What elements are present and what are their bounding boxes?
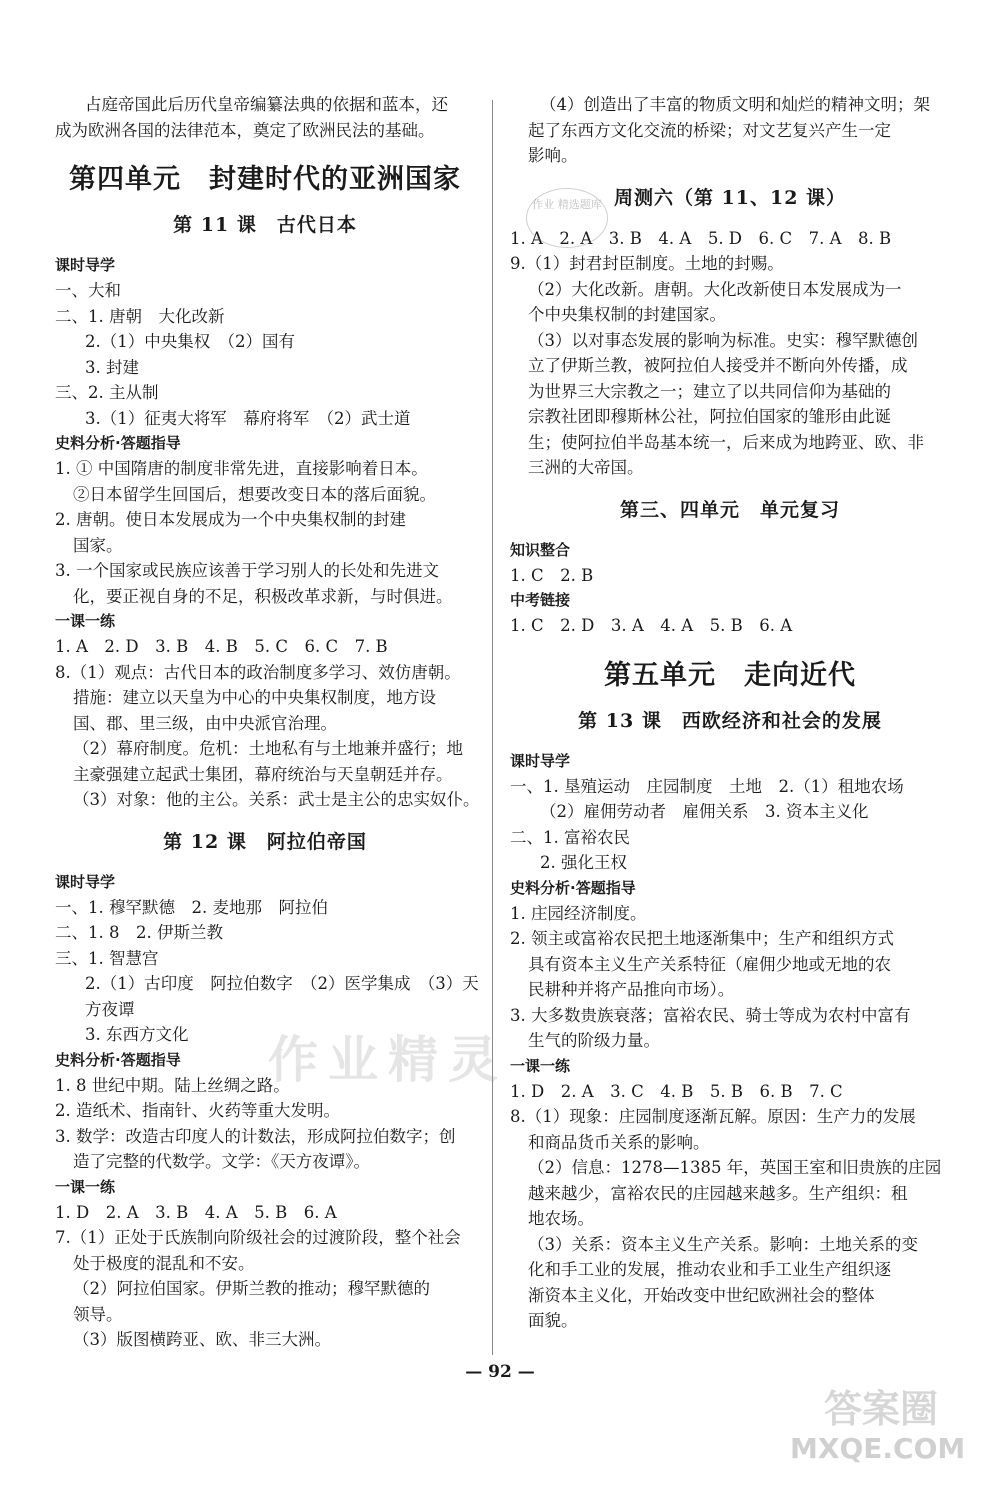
- answer-line: 3. 数学：改造古印度人的计数法，形成阿拉伯数字；创: [55, 1126, 456, 1146]
- answer-line: 国、郡、里三级，由中央派官治理。: [73, 713, 337, 733]
- answer-line: 1. A 2. A 3. B 4. A 5. D 6. C 7. A 8. B: [510, 228, 892, 248]
- answer-line: 地农场。: [528, 1209, 594, 1228]
- answer-line: 越来越少，富裕农民的庄园越来越多。生产组织：租: [528, 1183, 908, 1203]
- answer-line: 生；使阿拉伯半岛基本统一，后来成为地跨亚、欧、非: [528, 432, 924, 452]
- answer-line: 三、2. 主从制: [55, 383, 159, 402]
- section-heading: 史料分析·答题指导: [510, 878, 636, 897]
- answer-line: 2. 造纸术、指南针、火药等重大发明。: [55, 1101, 340, 1120]
- page-number: — 92 —: [465, 1362, 535, 1382]
- lesson-12-title: 第 12 课 阿拉伯帝国: [163, 830, 367, 853]
- stamp-logo: 作业 精选题库: [526, 188, 608, 248]
- answer-line: 3.（1）征夷大将军 幕府将军 （2）武士道: [85, 408, 411, 428]
- watermark-url: MXQE.COM: [790, 1432, 966, 1465]
- answer-line: 渐资本主义化，开始改变中世纪欧洲社会的整体: [528, 1285, 875, 1305]
- answer-line: （3）关系：资本主义生产关系。影响：土地关系的变: [528, 1234, 918, 1254]
- answer-line: 三洲的大帝国。: [528, 458, 644, 477]
- section-heading: 课时导学: [55, 872, 116, 891]
- answer-line: 造了完整的代数学。文学：《天方夜谭》。: [73, 1152, 370, 1171]
- answer-line: （3）以对事态发展的影响为标准。史实：穆罕默德创: [528, 330, 918, 350]
- answer-line: 二、1. 8 2. 伊斯兰教: [55, 923, 223, 942]
- answer-line: 3. 封建: [85, 357, 139, 377]
- answer-line: 化，要正视自身的不足，积极改革求新，与时俱进。: [73, 586, 453, 606]
- answer-line: 3. 东西方文化: [85, 1025, 189, 1044]
- section-heading: 中考链接: [510, 591, 571, 609]
- left-column: [55, 92, 480, 1353]
- answer-line: （3）版图横跨亚、欧、非三大洲。: [73, 1330, 331, 1349]
- answer-line: 措施：建立以天皇为中心的中央集权制度，地方设: [73, 688, 436, 707]
- section-heading: 一课一练: [55, 1177, 116, 1196]
- answer-line: 1. C 2. D 3. A 4. A 5. B 6. A: [510, 616, 793, 635]
- intro-line: （4）创造出了丰富的物质文明和灿烂的精神文明；架: [540, 95, 930, 114]
- column-divider: [492, 100, 493, 1355]
- answer-line: 8.（1）现象：庄园制度逐渐瓦解。原因：生产力的发展: [510, 1107, 916, 1126]
- answer-line: 为世界三大宗教之一；建立了以共同信仰为基础的: [528, 381, 891, 401]
- answer-line: 1. D 2. A 3. B 4. A 5. B 6. A: [55, 1202, 337, 1222]
- intro-line: 影响。: [528, 146, 578, 165]
- answer-line: 8.（1）观点：古代日本的政治制度多学习、效仿唐朝。: [55, 662, 461, 682]
- answer-line: 9.（1）封君封臣制度。土地的封赐。: [510, 254, 784, 273]
- answer-line: 生气的阶级力量。: [528, 1031, 660, 1050]
- answer-line: 化和手工业的发展，推动农业和手工业生产组织逐: [528, 1260, 891, 1279]
- answer-line: 二、1. 唐朝 大化改新: [55, 306, 225, 326]
- answer-line: 3. 大多数贵族衰落；富裕农民、骑士等成为农村中富有: [510, 1005, 911, 1025]
- answer-line: 处于极度的混乱和不安。: [73, 1253, 255, 1273]
- answer-line: 1. D 2. A 3. C 4. B 5. B 6. B 7. C: [510, 1081, 843, 1101]
- section-heading: 知识整合: [510, 540, 571, 559]
- answer-line: 宗教社团即穆斯林公社，阿拉伯国家的雏形由此诞: [528, 407, 891, 426]
- intro-line: 成为欧洲各国的法律范本，奠定了欧洲民法的基础。: [55, 120, 435, 140]
- answer-line: 1. 庄园经济制度。: [510, 903, 647, 923]
- answer-line: 民耕种并将产品推向市场）。: [528, 980, 735, 999]
- answer-line: 个中央集权制的封建国家。: [528, 305, 726, 324]
- answer-line: 国家。: [73, 535, 123, 555]
- section-heading: 史料分析·答题指导: [55, 1050, 181, 1069]
- intro-line: 占庭帝国此后历代皇帝编纂法典的依据和蓝本，还: [85, 95, 448, 114]
- answer-line: 2. 领主或富裕农民把土地逐渐集中；生产和组织方式: [510, 929, 894, 948]
- answer-line: 面貌。: [528, 1311, 578, 1330]
- answer-line: （3）对象：他的主公。关系：武士是主公的忠实奴仆。: [73, 790, 480, 809]
- answer-line: 主豪强建立起武士集团，幕府统治与天皇朝廷并存。: [73, 764, 453, 784]
- unit-review-title: 第三、四单元 单元复习: [619, 498, 840, 521]
- answer-line: 2. 强化王权: [540, 853, 627, 872]
- answer-line: 7.（1）正处于氏族制向阶级社会的过渡阶段，整个社会: [55, 1228, 461, 1247]
- section-heading: 一课一练: [510, 1056, 571, 1075]
- answer-line: 方夜谭: [85, 999, 135, 1019]
- section-heading: 课时导学: [510, 751, 571, 770]
- answer-line: ②日本留学生回国后，想要改变日本的落后面貌。: [73, 484, 436, 504]
- answer-line: 领导。: [73, 1304, 123, 1324]
- answer-line: 三、1. 智慧宫: [55, 948, 159, 968]
- answer-line: （2）阿拉伯国家。伊斯兰教的推动；穆罕默德的: [73, 1279, 430, 1298]
- section-heading: 史料分析·答题指导: [55, 434, 181, 452]
- watermark-logo: 答案圈: [824, 1387, 939, 1431]
- section-heading: 课时导学: [55, 256, 116, 274]
- right-column: [510, 92, 950, 1334]
- intro-line: 起了东西方文化交流的桥梁；对文艺复兴产生一定: [528, 120, 891, 140]
- weekly-test-title: 周测六（第 11、12 课）: [613, 186, 847, 209]
- answer-line: 1. C 2. B: [510, 565, 594, 585]
- section-heading: 一课一练: [55, 612, 116, 630]
- answer-line: 一、1. 穆罕默德 2. 麦地那 阿拉伯: [55, 897, 328, 917]
- answer-line: 和商品货币关系的影响。: [528, 1132, 710, 1152]
- answer-line: 3. 一个国家或民族应该善于学习别人的长处和先进文: [55, 561, 439, 580]
- answer-line: 2.（1）古印度 阿拉伯数字 （2）医学集成 （3）天: [85, 974, 479, 993]
- lesson-13-title: 第 13 课 西欧经济和社会的发展: [578, 709, 882, 732]
- unit-4-title: 第四单元 封建时代的亚洲国家: [69, 164, 461, 195]
- answer-line: 立了伊斯兰教，被阿拉伯人接受并不断向外传播，成: [528, 356, 908, 375]
- answer-line: 2.（1）中央集权 （2）国有: [85, 332, 295, 351]
- answer-line: （2）信息：1278—1385 年，英国王室和旧贵族的庄园: [528, 1158, 942, 1177]
- answer-line: （2）幕府制度。危机：土地私有与土地兼并盛行；地: [73, 739, 463, 758]
- lesson-11-title: 第 11 课 古代日本: [173, 214, 357, 236]
- answer-line: 一、1. 垦殖运动 庄园制度 土地 2.（1）租地农场: [510, 776, 904, 796]
- answer-line: 1. ① 中国隋唐的制度非常先进，直接影响着日本。: [55, 459, 428, 478]
- answer-line: 一、大和: [55, 281, 121, 300]
- answer-line: （2）大化改新。唐朝。大化改新使日本发展成为一: [528, 279, 902, 299]
- answer-line: 2. 唐朝。使日本发展成为一个中央集权制的封建: [55, 510, 406, 529]
- watermark-text: 作业精灵: [268, 1030, 508, 1089]
- answer-line: 1. 8 世纪中期。陆上丝绸之路。: [55, 1075, 290, 1095]
- answer-line: 1. A 2. D 3. B 4. B 5. C 6. C 7. B: [55, 637, 388, 656]
- answer-line: 二、1. 富裕农民: [510, 827, 630, 847]
- answer-line: 具有资本主义生产关系特征（雇佣少地或无地的农: [528, 954, 891, 974]
- answer-line: （2）雇佣劳动者 雇佣关系 3. 资本主义化: [540, 802, 869, 821]
- unit-5-title: 第五单元 走向近代: [604, 659, 856, 691]
